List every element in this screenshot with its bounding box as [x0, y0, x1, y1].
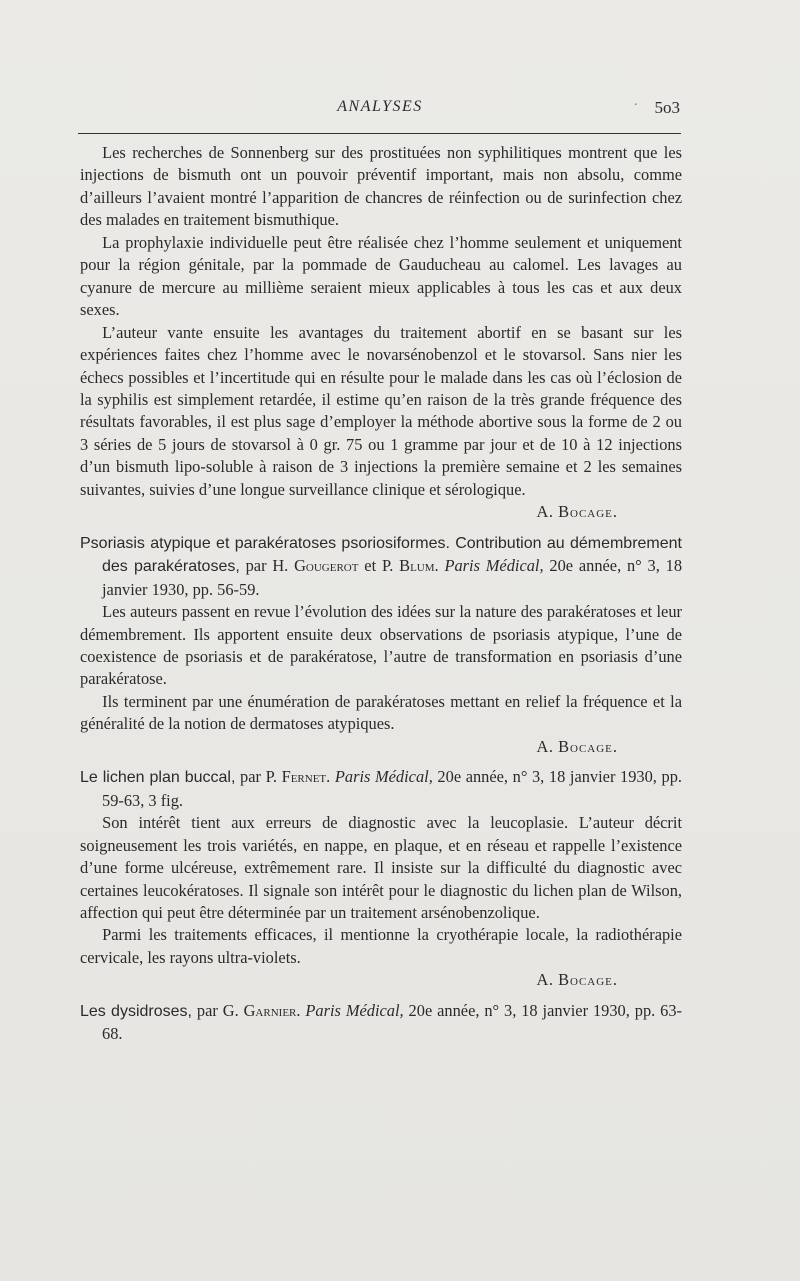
entry-by: par [235, 767, 266, 787]
entry-title: Le lichen plan buccal, [80, 769, 236, 787]
entry-journal: Paris Médical, [334, 767, 433, 787]
signature-initial: A. [536, 736, 559, 756]
running-title: ANALYSES [337, 98, 423, 115]
header-rule [78, 133, 681, 134]
entry-psoriasis [80, 532, 682, 601]
entry-dot: . [434, 556, 445, 576]
entry-reference: 20e année, n° 3, 18 janvier 1930, pp. 63-68. [102, 1000, 682, 1044]
signature [80, 736, 682, 758]
entry-author: P. Blum [381, 556, 435, 576]
paragraph: Parmi les traitements efficaces, il mentionne la cryothérapie locale, la radiothérapie cervicale, les rayons ultra-violets. [80, 925, 682, 967]
entry-dysidroses [80, 1000, 682, 1046]
signature [80, 501, 682, 523]
signature-initial: A. [536, 970, 559, 990]
entry-title: Psoriasis atypique et parakératoses psoriosiformes. Contribution au démembrement des parakératoses, [80, 534, 682, 576]
entry-author: H. Gougerot [272, 556, 359, 576]
header-dot: · [633, 98, 638, 113]
paragraph: La prophylaxie individuelle peut être réalisée chez l’homme seulement et uniquement pour la région génitale, par la pommade de Gauducheau au calomel. Les lavages au cyanure de mercure au millième seraient mieux applicables à tous les cas et aux deux sexes. [80, 232, 682, 320]
paragraph: Ils terminent par une énumération de parakératoses mettant en relief la fréquence et la généralité de la notion de dermatoses atypiques. [80, 691, 682, 734]
signature-name: Bocage. [558, 502, 618, 522]
entry-author: G. Garnier [222, 1000, 297, 1020]
entry-journal: Paris Médical, [305, 1000, 404, 1020]
entry-reference: 20e année, n° 3, 18 janvier 1930, pp. 59-63, 3 fig. [102, 767, 682, 810]
entry-and: et [358, 556, 382, 576]
signature-name: Bocage. [558, 970, 618, 990]
paragraph: L’auteur vante ensuite les avantages du traitement abortif en se basant sur les expériences faites chez l’homme avec le novarsénobenzol et le stovarsol. Sans nier les échecs possibles et l’incertitude qui en résulte pour le malade dans les cas où l’éclosion de la syphilis est simplement retardée, il estime qu’en raison de la très grande fréquence des résultats favorables, il est plus sage d’employer la méthode abortive sous la forme de 2 ou 3 séries de 5 jours de stovarsol à 0 gr. 75 ou 1 gramme par jour et de 10 à 12 injections d’un bismuth lipo-soluble à raison de 3 injections la première semaine et 2 les semaines suivantes, suivies d’une longue surveillance clinique et sérologique. [80, 322, 682, 499]
entry-title: Les dysidroses, [80, 1002, 192, 1020]
article-body [80, 142, 682, 1046]
signature [80, 969, 682, 991]
entry-by: par [239, 556, 273, 576]
paragraph: Son intérêt tient aux erreurs de diagnostic avec la leucoplasie. L’auteur décrit soigneusement les trois variétés, en nappe, en plaque, et en réseau et rappelle l’existence d’une forme ulcéreuse, extrêmement rare. Il insiste sur la difficulté du diagnostic avec certaines leucokératoses. Il signale son intérêt pour le diagnostic du lichen plan de Wilson, affection qui peut être déterminée par un traitement arsénobenzolique. [80, 813, 682, 922]
entry-dot: . [296, 1000, 306, 1020]
entry-lichen [80, 766, 682, 812]
entry-author: P. Fernet [265, 767, 327, 787]
running-head [80, 96, 680, 122]
entry-reference: 20e année, n° 3, 18 janvier 1930, pp. 56-59. [102, 556, 683, 599]
entry-dot: . [326, 767, 335, 787]
page-number: 5o3 [654, 98, 680, 117]
signature-name: Bocage. [558, 736, 618, 756]
paragraph: Les recherches de Sonnenberg sur des prostituées non syphilitiques montrent que les injections de bismuth ont un pouvoir préventif important, mais non absolu, comme d’ailleurs l’avaient montré l’apparition de chancres de réinfection ou de surinfection chez des malades en traitement bismuthique. [80, 143, 682, 230]
entry-by: par [191, 1000, 223, 1020]
paragraph: Les auteurs passent en revue l’évolution des idées sur la nature des parakératoses et leur démembrement. Ils apportent ensuite deux observations de psoriasis atypique, l’une de coexistence de psoriasis et de parakératose, l’autre de transformation en psoriasis d’une parakératose. [80, 602, 682, 689]
signature-initial: A. [536, 502, 559, 522]
entry-journal: Paris Médical, [444, 556, 544, 576]
